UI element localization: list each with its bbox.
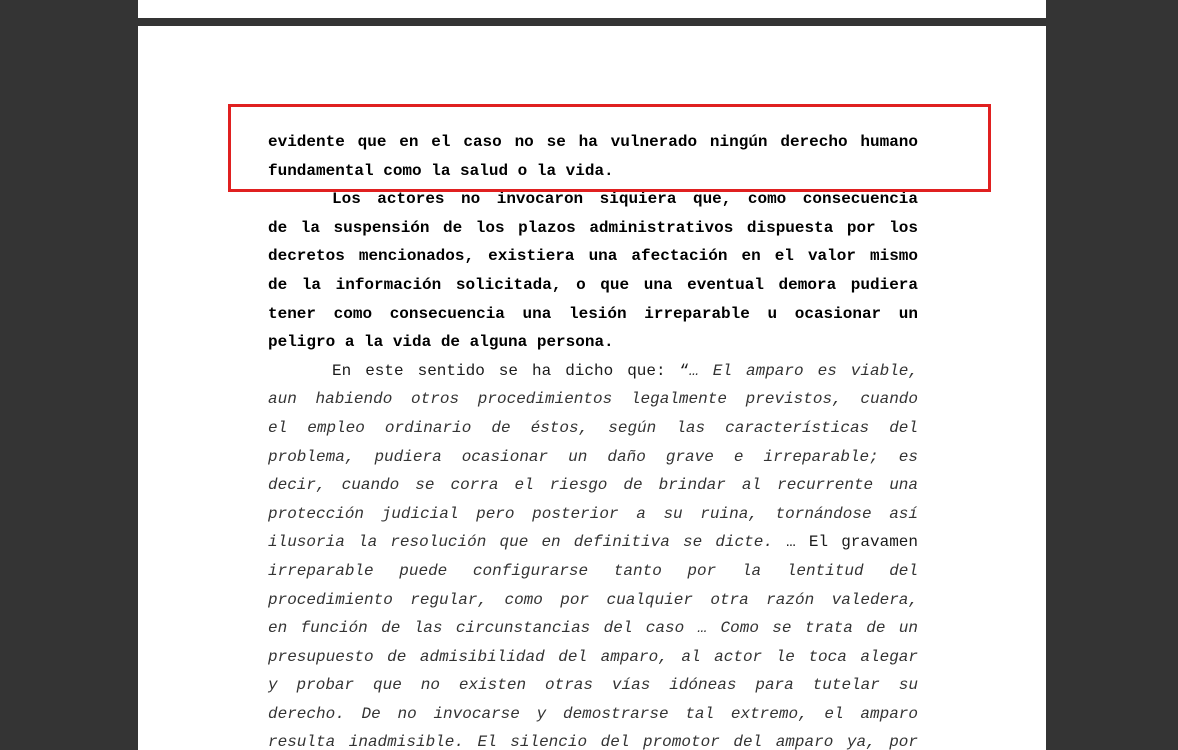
- quote-start: … El amparo es viable,: [689, 361, 919, 380]
- quote-line: resulta inadmisible. El silencio del promotor del amparo ya, por: [268, 733, 918, 750]
- quote-line: derecho. De no invocarse y demostrarse tal extremo, el amparo: [268, 704, 918, 723]
- text-line: fundamental como la salud o la vida.: [268, 161, 614, 180]
- text-line: Los actores no invocaron siquiera que, como consecuencia: [332, 190, 918, 209]
- quote-line: procedimiento regular, como por cualquier otra razón valedera,: [268, 590, 918, 609]
- quote-line: presupuesto de admisibilidad del amparo, al actor le toca alegar: [268, 647, 918, 666]
- quote-intro: En este sentido se ha dicho que: “: [332, 361, 690, 380]
- quote-segment: ilusoria la resolución que en definitiva se dicte.: [268, 533, 773, 552]
- text-line: decretos mencionados, existiera una afectación en el valor mismo: [268, 247, 918, 266]
- quote-line: problema, pudiera ocasionar un daño grave e irreparable; es: [268, 447, 918, 466]
- page-text: [268, 128, 918, 750]
- text-line: tener como consecuencia una lesión irreparable u ocasionar un: [268, 304, 918, 323]
- text-line: evidente que en el caso no se ha vulnerado ningún derecho humano: [268, 133, 918, 151]
- quote-line: el empleo ordinario de éstos, según las características del: [268, 418, 918, 437]
- text-line: de la suspensión de los plazos administrativos dispuesta por los: [268, 218, 918, 237]
- quote-line: y probar que no existen otras vías idóneas para tutelar su: [268, 676, 918, 695]
- previous-page: [138, 0, 1046, 18]
- document-page: [138, 26, 1046, 750]
- quote-line: aun habiendo otros procedimientos legalmente previstos, cuando: [268, 390, 918, 409]
- text-line: peligro a la vida de alguna persona.: [268, 333, 614, 352]
- quote-line: irreparable puede configurarse tanto por la lentitud del: [268, 561, 918, 580]
- quote-line: protección judicial pero posterior a su ruina, tornándose así: [268, 504, 918, 523]
- plain-segment: … El gravamen: [772, 533, 919, 552]
- quote-line: en función de las circunstancias del caso … Como se trata de un: [268, 619, 918, 638]
- quote-line: decir, cuando se corra el riesgo de brindar al recurrente una: [268, 476, 918, 495]
- quote-mixed-line: [268, 528, 918, 557]
- quote-intro-line: [268, 357, 918, 386]
- text-line: de la información solicitada, o que una eventual demora pudiera: [268, 275, 918, 294]
